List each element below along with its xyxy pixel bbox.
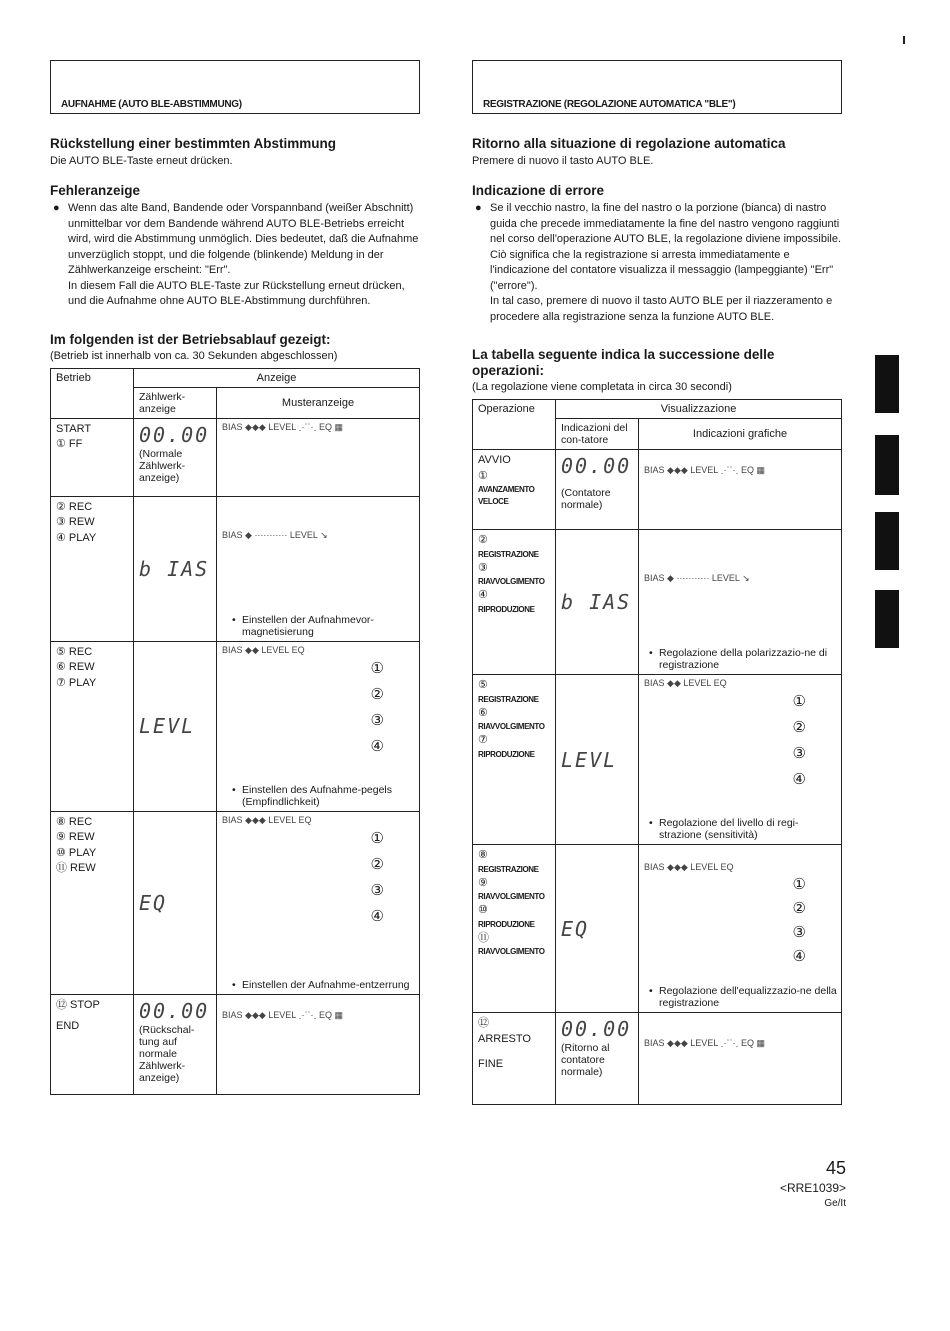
section-header-title: REGISTRAZIONE (REGOLAZIONE AUTOMATICA "BLE")	[483, 99, 736, 110]
section-header-box	[472, 60, 842, 114]
counter-note: (Ritorno al contatore normale)	[561, 1042, 610, 1078]
step-cell	[473, 450, 556, 530]
step-label: RIPRODUZIONE	[478, 604, 535, 614]
error-text-1: Wenn das alte Band, Bandende oder Vorspannband (weißer Abschnitt) unmittelbar vor dem Bandende während AUTO BLE-Betriebs erreicht wird, wird die Abstimmung unmöglich. Dies bedeutet, daß die Aufnahme unverzüglich stoppt, und die folgende (blinkende) Meldung in der Zählwerkanzeige erscheint: "Err".	[68, 202, 419, 276]
counter-cell	[134, 641, 217, 811]
marker-3: ③	[792, 924, 806, 941]
level-label: LEVEL	[268, 421, 296, 432]
col-counter: Indicazioni del con-tatore	[556, 419, 639, 450]
corner-mark	[903, 36, 905, 44]
step-cell	[473, 675, 556, 845]
counter-cell	[556, 530, 639, 675]
counter-cell	[556, 845, 639, 1013]
counter-note: (Normale Zählwerk-anzeige)	[139, 447, 186, 484]
index-tab	[875, 512, 899, 570]
level-label: LEVEL	[268, 814, 296, 825]
operation-table	[50, 368, 420, 1095]
counter-cell	[134, 496, 217, 641]
level-meter-graphic: BIAS ◆◆◆ LEVEL ⋰⋱ EQ ▦	[222, 421, 344, 432]
step-label: START	[56, 422, 92, 435]
step-label: ⑨ REW	[56, 831, 95, 843]
pattern-cell	[217, 641, 420, 811]
reset-heading: Rückstellung einer bestimmten Abstimmung	[50, 136, 337, 151]
step-cell	[51, 994, 134, 1094]
sequence-sub: (La regolazione viene completata in circa 30 secondi)	[472, 381, 732, 393]
level-meter-graphic: BIAS ◆◆◆ LEVEL ⋰⋱ EQ ▦	[644, 465, 766, 475]
marker-1: ①	[792, 876, 806, 893]
step-label: ⑥	[478, 706, 488, 719]
level-graphic: BIAS ◆◆ LEVEL EQ	[222, 644, 305, 655]
col-counter: Zählwerk-anzeige	[134, 387, 217, 418]
step-label: RIPRODUZIONE	[478, 749, 535, 759]
eq-label: EQ	[291, 644, 305, 655]
bias-label: BIAS	[644, 1038, 665, 1048]
step-cell	[473, 845, 556, 1013]
error-text-1: Se il vecchio nastro, la fine del nastro o la porzione (bianca) di nastro guida che precede immediatamente la fine del nastro vengono raggiunti nel corso dell'operazione AUTO BLE, la regolazione diviene impossibile. Ciò significa che la registrazione si arresta immediatamente e l'indicazione del contatore visualizza il messaggio (lampeggiante) "Err" ("errore").	[490, 202, 842, 292]
step-markers	[644, 689, 836, 793]
segment-display: 00.00	[561, 454, 632, 478]
segment-display: EQ	[561, 916, 590, 941]
eq-label: EQ	[318, 1009, 332, 1020]
counter-note: (Contatore normale)	[561, 487, 611, 511]
bullet-icon: ●	[53, 202, 60, 214]
step-label: ⑦ PLAY	[56, 676, 97, 689]
marker-4: ④	[370, 737, 384, 755]
step-cell	[51, 496, 134, 641]
step-label: ⑫	[478, 1017, 489, 1029]
segment-display: 00.00	[561, 1017, 632, 1041]
eq-label: EQ	[740, 465, 754, 475]
level-meter-graphic: BIAS ◆◆◆ LEVEL ⋰⋱ EQ ▦	[644, 1038, 766, 1048]
index-tab	[875, 590, 899, 648]
level-label: LEVEL	[690, 1038, 718, 1048]
step-label: ③	[478, 561, 488, 574]
marker-2: ②	[792, 719, 806, 736]
marker-1: ①	[792, 693, 806, 710]
col-pattern: Musteranzeige	[217, 387, 420, 418]
error-heading: Fehleranzeige	[50, 183, 141, 198]
level-graphic: BIAS ◆◆ LEVEL EQ	[644, 678, 727, 688]
error-bullet	[50, 201, 420, 310]
step-label: ⑫ STOP	[56, 998, 100, 1011]
marker-1: ①	[370, 829, 384, 847]
step-label: ⑧	[478, 849, 488, 861]
bias-label: BIAS	[644, 862, 665, 872]
step-label: ③ REW	[56, 516, 95, 528]
segment-display: 00.00	[139, 422, 210, 447]
sequence-heading: Im folgenden ist der Betriebsablauf gezeigt:	[50, 331, 331, 347]
sequence-sub: (Betrieb ist innerhalb von ca. 30 Sekunden abgeschlossen)	[50, 349, 338, 362]
marker-1: ①	[370, 659, 384, 677]
page-number: 45	[825, 1158, 846, 1178]
step-label: RIAVVOLGIMENTO	[478, 722, 545, 731]
segment-display: EQ	[139, 890, 168, 915]
step-caption: • Einstellen der Aufnahmevor-magnetisierung	[232, 614, 419, 638]
segment-display: b IAS	[561, 590, 632, 614]
step-label: ①	[478, 469, 488, 482]
bias-label: BIAS	[222, 814, 243, 825]
step-label: ⑨	[478, 876, 488, 889]
level-label: LEVEL	[261, 644, 290, 655]
step-label: RIAVVOLGIMENTO	[478, 577, 545, 586]
section-header-box	[50, 60, 420, 114]
step-label: AVVIO	[478, 454, 511, 466]
col-pattern: Indicazioni grafiche	[639, 419, 842, 450]
bias-label: BIAS	[644, 573, 665, 583]
marker-2: ②	[370, 685, 384, 703]
step-label: ⑩ PLAY	[56, 846, 97, 859]
level-label: LEVEL	[289, 529, 318, 540]
segment-display: LEVL	[139, 714, 196, 738]
german-column	[50, 60, 420, 1095]
step-markers	[644, 873, 836, 969]
reset-heading: Ritorno alla situazione di regolazione automatica	[472, 136, 786, 151]
step-cell	[473, 1013, 556, 1105]
marker-4: ④	[792, 948, 806, 965]
bias-label: BIAS	[644, 465, 665, 475]
step-label: ④ PLAY	[56, 531, 97, 544]
step-caption: • Einstellen des Aufnahme-pegels (Empfindlichkeit)	[232, 784, 419, 808]
step-cell	[51, 418, 134, 496]
col-display: Visualizzazione	[556, 400, 842, 419]
col-operation: Operazione	[473, 400, 556, 450]
step-markers	[222, 826, 414, 930]
level-label: LEVEL	[268, 1009, 296, 1020]
pattern-cell	[217, 496, 420, 641]
segment-display: LEVL	[561, 747, 618, 772]
step-caption: • Regolazione dell'equalizzazio-ne della registrazione	[649, 985, 841, 1009]
step-label: RIPRODUZIONE	[478, 919, 535, 929]
step-caption: • Regolazione della polarizzazio-ne di registrazione	[649, 647, 841, 671]
counter-cell	[134, 418, 217, 496]
error-text-2: In tal caso, premere di nuovo il tasto AUTO BLE per il riazzeramento e procedere alla registrazione senza la funzione AUTO BLE.	[490, 295, 833, 323]
step-label: ⑦	[478, 734, 488, 746]
step-label: ④	[478, 589, 488, 601]
marker-4: ④	[792, 771, 806, 788]
bias-graphic: BIAS ◆ ··········· LEVEL ↘	[644, 573, 750, 583]
step-caption: • Einstellen der Aufnahme-entzerrung	[232, 979, 410, 991]
step-label: ②	[478, 534, 488, 546]
step-label: ⑪	[478, 931, 489, 944]
bullet-icon: ●	[475, 202, 482, 214]
doc-code: <RRE1039>	[779, 1181, 846, 1195]
step-label: ⑪ REW	[56, 862, 96, 874]
pattern-cell	[639, 675, 842, 845]
step-label: RIAVVOLGIMENTO	[478, 892, 545, 901]
step-label: END	[56, 1020, 80, 1032]
reset-text: Die AUTO BLE-Taste erneut drücken.	[50, 155, 233, 167]
pattern-cell	[639, 1013, 842, 1105]
step-label: FINE	[478, 1058, 504, 1070]
counter-cell	[134, 811, 217, 994]
index-tab	[875, 355, 899, 413]
step-label: ① FF	[56, 438, 83, 450]
pattern-cell	[639, 450, 842, 530]
eq-label: EQ	[713, 678, 727, 688]
counter-cell	[556, 1013, 639, 1105]
marker-2: ②	[792, 900, 806, 917]
pattern-cell	[639, 845, 842, 1013]
level-label: LEVEL	[690, 862, 718, 872]
reset-text: Premere di nuovo il tasto AUTO BLE.	[472, 155, 654, 167]
marker-3: ③	[792, 745, 806, 762]
index-tab	[875, 435, 899, 495]
step-markers	[222, 656, 414, 760]
step-label: AVANZAMENTO VELOCE	[478, 485, 535, 506]
level-label: LEVEL	[711, 573, 740, 583]
step-label: ② REC	[56, 500, 93, 513]
level-label: LEVEL	[683, 678, 712, 688]
step-cell	[51, 641, 134, 811]
marker-2: ②	[370, 855, 384, 873]
error-bullet	[472, 201, 842, 325]
step-cell	[51, 811, 134, 994]
bias-label: BIAS	[222, 421, 243, 432]
counter-cell	[556, 675, 639, 845]
eq-label: EQ	[298, 814, 312, 825]
sequence-heading: La tabella seguente indica la successione delle operazioni:	[472, 347, 775, 378]
step-label: ⑧ REC	[56, 815, 93, 828]
eq-graphic: BIAS ◆◆◆ LEVEL EQ	[222, 814, 312, 825]
marker-3: ③	[370, 711, 384, 729]
pattern-cell	[639, 530, 842, 675]
counter-cell	[556, 450, 639, 530]
step-label: RIAVVOLGIMENTO	[478, 947, 545, 956]
step-label: ⑥ REW	[56, 661, 95, 673]
level-label: LEVEL	[690, 465, 718, 475]
error-text-2: In diesem Fall die AUTO BLE-Taste zur Rückstellung erneut drücken, und die Aufnahme ohne AUTO BLE-Abstimmung durchführen.	[68, 279, 405, 307]
eq-label: EQ	[318, 421, 332, 432]
marker-3: ③	[370, 881, 384, 899]
counter-cell	[134, 994, 217, 1094]
bias-label: BIAS	[644, 678, 665, 688]
step-caption: • Regolazione del livello di regi-strazione (sensitività)	[649, 817, 841, 841]
step-label: REGISTRAZIONE	[478, 864, 539, 874]
segment-display: 00.00	[139, 998, 210, 1023]
step-cell	[473, 530, 556, 675]
pattern-cell	[217, 994, 420, 1094]
step-label: ARRESTO	[478, 1032, 531, 1045]
segment-display: b IAS	[139, 556, 210, 581]
italian-column	[472, 60, 842, 1105]
operation-table	[472, 399, 842, 1105]
error-heading: Indicazione di errore	[472, 183, 605, 198]
bias-label: BIAS	[222, 529, 243, 540]
marker-4: ④	[370, 907, 384, 925]
col-display: Anzeige	[134, 368, 420, 387]
step-label: ⑤ REC	[56, 645, 93, 658]
eq-graphic: BIAS ◆◆◆ LEVEL EQ	[644, 862, 734, 872]
col-operation: Betrieb	[51, 368, 134, 418]
step-label: REGISTRAZIONE	[478, 549, 539, 559]
pattern-cell	[217, 418, 420, 496]
pattern-cell	[217, 811, 420, 994]
eq-label: EQ	[720, 862, 734, 872]
section-header-title: AUFNAHME (AUTO BLE-ABSTIMMUNG)	[61, 99, 242, 110]
bias-graphic: BIAS ◆ ··········· LEVEL ↘	[222, 529, 328, 540]
eq-label: EQ	[740, 1038, 754, 1048]
counter-note: (Rückschal-tung auf normale Zählwerk-anzeige)	[139, 1023, 195, 1084]
step-label: ⑩	[478, 904, 488, 916]
step-label: ⑤	[478, 679, 488, 691]
bias-label: BIAS	[222, 644, 243, 655]
lang-code: Ge/It	[824, 1198, 846, 1209]
level-meter-graphic: BIAS ◆◆◆ LEVEL ⋰⋱ EQ ▦	[222, 1009, 344, 1020]
step-label: REGISTRAZIONE	[478, 694, 539, 704]
bias-label: BIAS	[222, 1009, 243, 1020]
